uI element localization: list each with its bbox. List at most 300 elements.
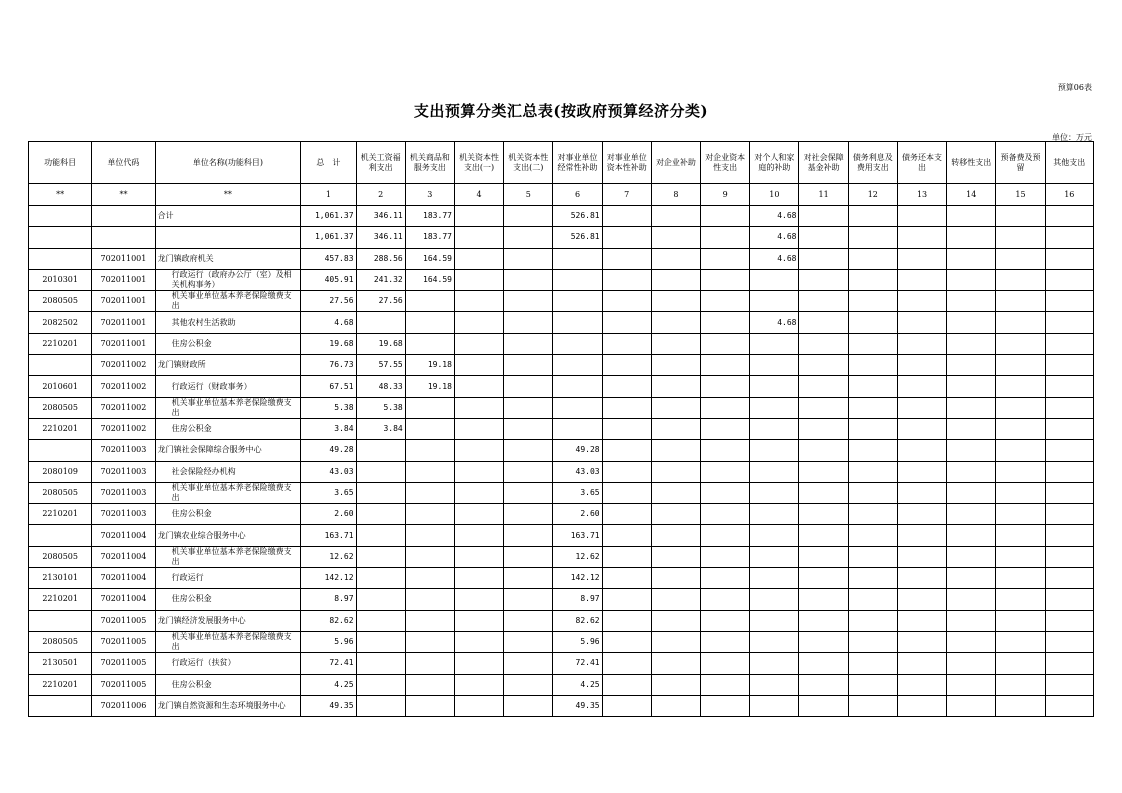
amount-cell [1045,653,1093,674]
amount-cell [504,482,553,503]
amount-cell [454,418,503,439]
amount-cell [602,248,651,269]
amount-cell [454,440,503,461]
amount-cell [750,525,799,546]
amount-cell: 49.35 [553,695,602,716]
amount-cell [602,674,651,695]
amount-cell [651,589,700,610]
unit-code-cell: 702011005 [92,674,155,695]
amount-cell [947,312,996,333]
amount-cell [602,440,651,461]
amount-cell [602,376,651,397]
function-code-cell [29,248,92,269]
amount-cell [996,291,1045,312]
amount-cell [897,461,946,482]
amount-cell [947,695,996,716]
amount-cell: 5.38 [301,397,356,418]
amount-cell [602,568,651,589]
amount-cell [750,291,799,312]
amount-cell [897,653,946,674]
table-row [29,206,1094,227]
column-index: 14 [947,184,996,206]
amount-cell [504,227,553,248]
unit-code-cell: 702011005 [92,631,155,652]
amount-cell [454,355,503,376]
amount-cell: 164.59 [405,269,454,290]
amount-cell [701,695,750,716]
amount-cell: 3.84 [301,418,356,439]
amount-cell [799,653,848,674]
amount-cell [651,248,700,269]
column-header: 对个人和家庭的补助 [750,142,799,184]
amount-cell: 43.03 [553,461,602,482]
amount-cell [897,504,946,525]
amount-cell [356,461,405,482]
amount-cell [356,546,405,567]
amount-cell [504,461,553,482]
amount-cell: 457.83 [301,248,356,269]
amount-cell: 48.33 [356,376,405,397]
amount-cell [799,206,848,227]
function-code-cell [29,355,92,376]
column-header: 对企业资本性支出 [701,142,750,184]
unit-code-cell [92,206,155,227]
amount-cell [356,482,405,503]
amount-cell [1045,589,1093,610]
amount-cell [947,482,996,503]
table-row [29,418,1094,439]
function-code-cell: 2010301 [29,269,92,290]
amount-cell [848,418,897,439]
amount-cell [848,589,897,610]
unit-code-cell [92,227,155,248]
amount-cell [1045,504,1093,525]
amount-cell [454,397,503,418]
column-index: 12 [848,184,897,206]
amount-cell [897,418,946,439]
amount-cell [651,568,700,589]
amount-cell [651,653,700,674]
amount-cell [701,333,750,354]
table-row [29,333,1094,354]
unit-name-cell: 机关事业单位基本养老保险缴费支出 [155,631,301,652]
amount-cell [701,504,750,525]
amount-cell: 8.97 [553,589,602,610]
amount-cell [602,546,651,567]
amount-cell [651,312,700,333]
amount-cell: 241.32 [356,269,405,290]
amount-cell: 4.68 [750,312,799,333]
function-code-cell: 2210201 [29,674,92,695]
column-header: 转移性支出 [947,142,996,184]
unit-code-cell: 702011006 [92,695,155,716]
table-row [29,227,1094,248]
amount-cell [602,397,651,418]
amount-cell [897,546,946,567]
amount-cell [602,482,651,503]
amount-cell [996,589,1045,610]
amount-cell [602,504,651,525]
unit-name-cell: 龙门镇自然资源和生态环境服务中心 [155,695,301,716]
column-index: ** [155,184,301,206]
amount-cell [750,695,799,716]
amount-cell: 163.71 [553,525,602,546]
amount-cell [701,376,750,397]
amount-cell [996,674,1045,695]
amount-cell [848,333,897,354]
amount-cell: 288.56 [356,248,405,269]
amount-cell [996,610,1045,631]
amount-cell [799,397,848,418]
column-index: 6 [553,184,602,206]
amount-cell [848,397,897,418]
amount-cell [504,653,553,674]
amount-cell [750,653,799,674]
amount-cell [848,504,897,525]
amount-cell [405,610,454,631]
function-code-cell: 2210201 [29,589,92,610]
amount-cell [1045,631,1093,652]
amount-cell: 43.03 [301,461,356,482]
amount-cell [701,206,750,227]
function-code-cell: 2080505 [29,546,92,567]
amount-cell [750,440,799,461]
function-code-cell [29,525,92,546]
column-header: 单位代码 [92,142,155,184]
amount-cell [947,269,996,290]
amount-cell [750,546,799,567]
amount-cell [405,291,454,312]
table-row [29,610,1094,631]
amount-cell: 183.77 [405,206,454,227]
unit-name-cell: 住房公积金 [155,589,301,610]
amount-cell [602,589,651,610]
amount-cell [848,482,897,503]
table-row [29,440,1094,461]
unit-name-cell: 住房公积金 [155,333,301,354]
amount-cell [701,589,750,610]
amount-cell [504,504,553,525]
amount-cell: 346.11 [356,206,405,227]
amount-cell [947,355,996,376]
amount-cell [405,695,454,716]
amount-cell [405,440,454,461]
amount-cell: 526.81 [553,227,602,248]
amount-cell: 2.60 [553,504,602,525]
amount-cell [651,376,700,397]
amount-cell [701,312,750,333]
amount-cell [701,227,750,248]
amount-cell [1045,397,1093,418]
unit-code-cell: 702011003 [92,482,155,503]
amount-cell [553,376,602,397]
table-row [29,376,1094,397]
budget-table [28,141,1094,717]
amount-cell [405,674,454,695]
amount-cell: 4.68 [750,227,799,248]
amount-cell [1045,269,1093,290]
amount-cell: 4.68 [301,312,356,333]
unit-code-cell: 702011004 [92,546,155,567]
amount-cell [1045,568,1093,589]
unit-code-cell: 702011002 [92,418,155,439]
amount-cell [947,440,996,461]
amount-cell [848,376,897,397]
amount-cell [504,440,553,461]
column-index: 7 [602,184,651,206]
amount-cell [651,482,700,503]
amount-cell: 8.97 [301,589,356,610]
amount-cell [651,206,700,227]
amount-cell [1045,546,1093,567]
column-index: ** [29,184,92,206]
amount-cell [897,227,946,248]
amount-cell [750,589,799,610]
amount-cell [356,568,405,589]
amount-cell [799,440,848,461]
amount-cell [848,355,897,376]
amount-cell [799,355,848,376]
amount-cell [947,568,996,589]
amount-cell: 3.65 [553,482,602,503]
unit-code-cell: 702011002 [92,397,155,418]
table-row [29,568,1094,589]
amount-cell [750,397,799,418]
function-code-cell: 2080505 [29,291,92,312]
amount-cell [1045,312,1093,333]
amount-cell [504,418,553,439]
amount-cell [996,355,1045,376]
amount-cell [1045,333,1093,354]
amount-cell [602,312,651,333]
amount-cell [405,504,454,525]
unit-name-cell: 机关事业单位基本养老保险缴费支出 [155,546,301,567]
amount-cell [602,653,651,674]
unit-code-cell: 702011001 [92,248,155,269]
amount-cell [1045,291,1093,312]
amount-cell [799,610,848,631]
amount-cell [897,333,946,354]
amount-cell [947,589,996,610]
amount-cell [897,355,946,376]
table-row [29,589,1094,610]
amount-cell [602,355,651,376]
unit-label: 单位：万元 [1052,133,1092,142]
amount-cell: 76.73 [301,355,356,376]
amount-cell [405,333,454,354]
unit-name-cell: 龙门镇社会保障综合服务中心 [155,440,301,461]
amount-cell [356,631,405,652]
column-header: 对事业单位资本性补助 [602,142,651,184]
amount-cell [897,525,946,546]
amount-cell [504,248,553,269]
amount-cell [996,631,1045,652]
amount-cell [1045,674,1093,695]
amount-cell [947,291,996,312]
amount-cell [848,610,897,631]
amount-cell [750,269,799,290]
amount-cell [1045,418,1093,439]
amount-cell [701,482,750,503]
amount-cell [405,653,454,674]
amount-cell [701,418,750,439]
amount-cell [897,674,946,695]
amount-cell [553,355,602,376]
function-code-cell: 2080109 [29,461,92,482]
column-index: 16 [1045,184,1093,206]
table-body [29,142,1094,717]
amount-cell [454,674,503,695]
amount-cell [996,376,1045,397]
unit-name-cell: 行政运行（财政事务） [155,376,301,397]
amount-cell [504,589,553,610]
column-header: 机关资本性支出(一) [454,142,503,184]
amount-cell [454,482,503,503]
amount-cell [504,291,553,312]
column-header: 其他支出 [1045,142,1093,184]
unit-name-cell: 行政运行 [155,568,301,589]
amount-cell [405,461,454,482]
amount-cell: 19.68 [301,333,356,354]
amount-cell [454,653,503,674]
amount-cell [897,397,946,418]
amount-cell [651,610,700,631]
amount-cell [947,525,996,546]
function-code-cell: 2130101 [29,568,92,589]
column-header: 对社会保障基金补助 [799,142,848,184]
amount-cell: 82.62 [553,610,602,631]
amount-cell [651,440,700,461]
amount-cell [454,269,503,290]
amount-cell: 405.91 [301,269,356,290]
amount-cell [701,653,750,674]
amount-cell [553,418,602,439]
column-index: 3 [405,184,454,206]
amount-cell [848,525,897,546]
unit-code-cell: 702011001 [92,312,155,333]
amount-cell: 142.12 [301,568,356,589]
amount-cell [848,674,897,695]
amount-cell [1045,248,1093,269]
amount-cell [651,227,700,248]
unit-code-cell: 702011002 [92,355,155,376]
amount-cell [504,546,553,567]
amount-cell [799,461,848,482]
unit-name-cell: 住房公积金 [155,418,301,439]
amount-cell [947,610,996,631]
amount-cell [750,504,799,525]
table-row [29,397,1094,418]
table-row [29,355,1094,376]
amount-cell [701,525,750,546]
amount-cell [454,525,503,546]
amount-cell [848,248,897,269]
amount-cell [799,482,848,503]
amount-cell: 72.41 [553,653,602,674]
amount-cell: 5.96 [301,631,356,652]
amount-cell [553,397,602,418]
amount-cell [996,227,1045,248]
amount-cell [799,248,848,269]
function-code-cell: 2080505 [29,482,92,503]
amount-cell: 12.62 [553,546,602,567]
amount-cell [553,291,602,312]
amount-cell [750,568,799,589]
amount-cell [504,312,553,333]
amount-cell [651,333,700,354]
amount-cell [602,610,651,631]
amount-cell [996,269,1045,290]
amount-cell [1045,695,1093,716]
unit-name-cell: 龙门镇财政所 [155,355,301,376]
amount-cell [1045,525,1093,546]
amount-cell [799,631,848,652]
unit-name-cell: 住房公积金 [155,674,301,695]
function-code-cell: 2080505 [29,397,92,418]
table-row [29,525,1094,546]
column-index: 10 [750,184,799,206]
column-header: 机关资本性支出(二) [504,142,553,184]
amount-cell [356,312,405,333]
amount-cell [553,269,602,290]
column-header: 对企业补助 [651,142,700,184]
amount-cell: 1,061.37 [301,206,356,227]
amount-cell [996,312,1045,333]
index-row [29,184,1094,206]
amount-cell: 4.25 [553,674,602,695]
amount-cell [504,269,553,290]
amount-cell [356,504,405,525]
amount-cell [897,568,946,589]
amount-cell [454,546,503,567]
table-number: 预算06表 [1057,83,1092,92]
table-row [29,312,1094,333]
function-code-cell: 2010601 [29,376,92,397]
unit-code-cell: 702011004 [92,589,155,610]
amount-cell [897,695,946,716]
amount-cell [996,397,1045,418]
unit-code-cell: 702011005 [92,610,155,631]
amount-cell [504,355,553,376]
table-row [29,504,1094,525]
column-header: 机关工资福利支出 [356,142,405,184]
amount-cell: 2.60 [301,504,356,525]
column-index: 5 [504,184,553,206]
amount-cell: 5.96 [553,631,602,652]
amount-cell [996,333,1045,354]
amount-cell [504,674,553,695]
amount-cell [651,418,700,439]
amount-cell: 19.18 [405,376,454,397]
amount-cell [553,312,602,333]
amount-cell [602,525,651,546]
amount-cell [996,461,1045,482]
amount-cell [356,610,405,631]
amount-cell [651,461,700,482]
amount-cell [799,504,848,525]
amount-cell [504,568,553,589]
column-header: 总 计 [301,142,356,184]
unit-code-cell: 702011003 [92,461,155,482]
unit-name-cell: 机关事业单位基本养老保险缴费支出 [155,291,301,312]
unit-code-cell: 702011002 [92,376,155,397]
amount-cell [504,695,553,716]
function-code-cell: 2210201 [29,333,92,354]
table-row [29,631,1094,652]
table-row [29,248,1094,269]
amount-cell [848,227,897,248]
amount-cell [602,461,651,482]
